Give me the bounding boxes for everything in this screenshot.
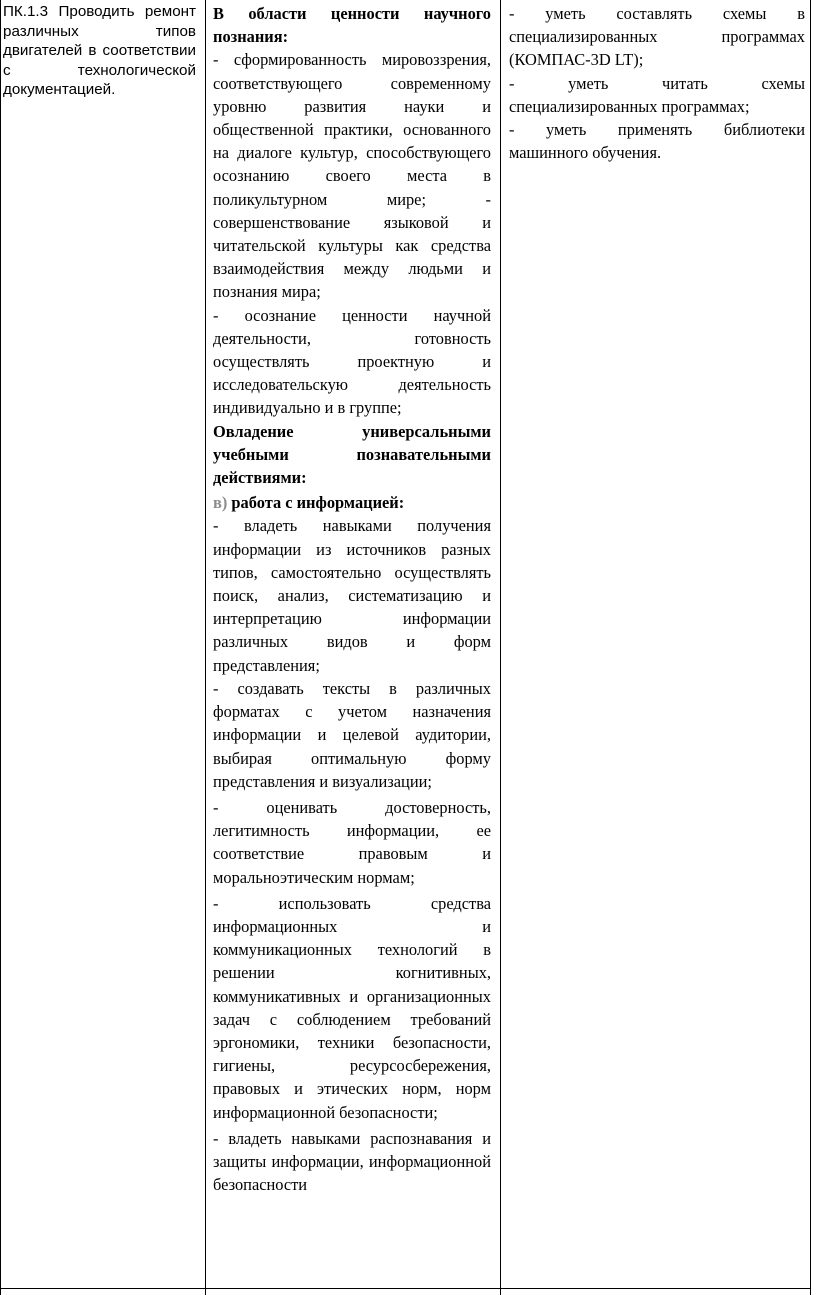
list-item: - создавать тексты в различных форматах с учетом назначения информации и целевой аудитории, выбирая оптимальную форму представления и визуализации; (213, 678, 491, 791)
table-border-right (810, 0, 811, 1295)
list-item: - владеть навыками получения информации из источников разных типов, самостоятельно осуществлять поиск, анализ, систематизацию и интерпретацию информации различных видов и форм представления; (213, 516, 491, 675)
personal-results-cell (213, 2, 491, 1196)
list-item: - использовать средства информационных и коммуникационных технологий в решении когнитивных, коммуникативных и организационных задач с соблюдением требований эргономики, техники безопасности, гигиены, ресурсосбережения, правовых и этических норм, норм информационной безопасности; (213, 893, 491, 1122)
skills-heading: Овладение универсальными учебными познавательными действиями: (213, 421, 491, 488)
competency-cell (3, 2, 196, 100)
list-item: - оценивать достоверность, легитимность информации, ее соответствие правовым и моральноэтическим нормам; (213, 797, 491, 887)
column-divider-1 (205, 0, 206, 1295)
list-item: - владеть навыками распознавания и защиты информации, информационной безопасности (213, 1128, 491, 1195)
subheading-text: работа с информацией: (231, 493, 405, 513)
list-item: - уметь применять библиотеки машинного обучения. (509, 120, 805, 163)
competency-text: ПК.1.3 Проводить ремонт различных типов двигателей в соответствии с технологической документацией. (3, 3, 196, 98)
subheading (213, 491, 491, 514)
value-heading: В области ценности научного познания: (213, 4, 491, 47)
list-item: - уметь читать схемы специализированных программах; (509, 73, 805, 116)
list-item: - осознание ценности научной деятельности, готовность осуществлять проектную и исследовательскую деятельность индивидуально и в группе; (213, 305, 491, 418)
table-border-left (0, 0, 1, 1295)
list-item: - сформированность мировоззрения, соответствующего современному уровню развития науки и общественной практики, основанного на диалоге культур, способствующего осознанию своего места в поликультурном мире; - совершенствование языковой и читательской культуры как средства взаимодействия между людьми и познания мира; (213, 50, 491, 302)
column-divider-2 (500, 0, 501, 1295)
list-item: - уметь составлять схемы в специализированных программах (КОМПАС-3D LT); (509, 4, 805, 70)
table-border-bottom (0, 1288, 811, 1289)
skills-cell (509, 2, 805, 164)
subheading-marker: в) (213, 493, 228, 513)
